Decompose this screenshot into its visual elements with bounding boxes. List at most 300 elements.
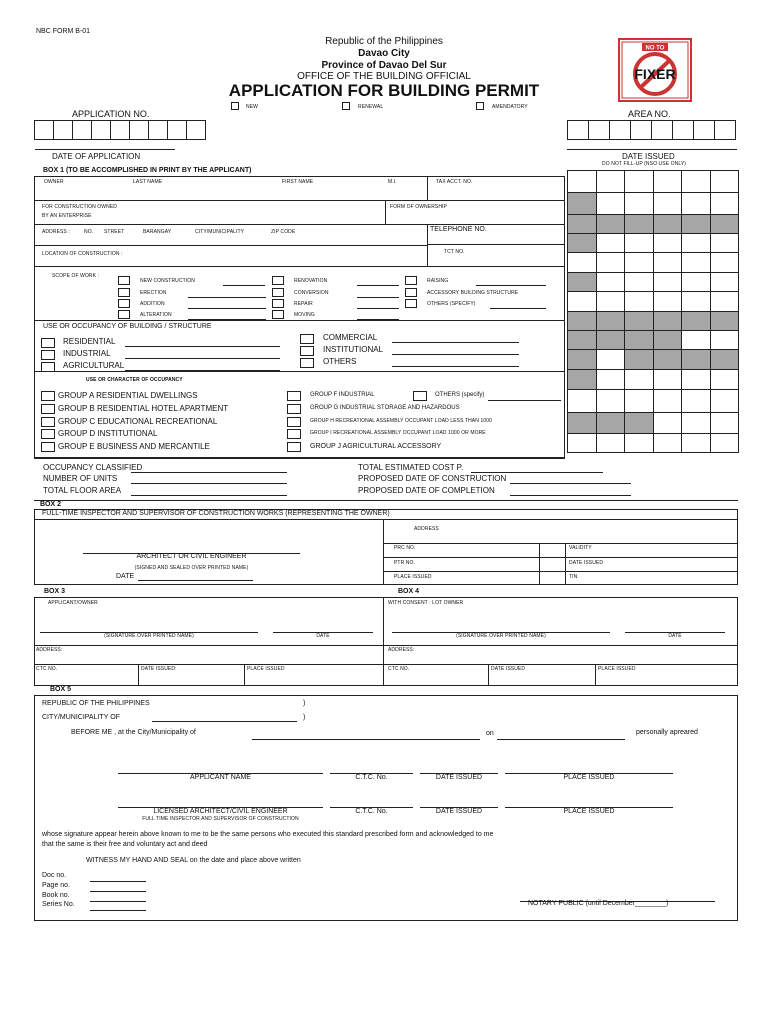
prc-label: PRC NO. bbox=[394, 545, 416, 551]
character-checkbox[interactable] bbox=[287, 442, 301, 452]
nso-grid-cell bbox=[653, 369, 683, 390]
divider bbox=[565, 543, 566, 585]
summary-left-line[interactable] bbox=[131, 472, 287, 473]
nso-grid-cell bbox=[624, 349, 654, 370]
use-checkbox[interactable] bbox=[300, 358, 314, 368]
divider bbox=[34, 519, 738, 520]
application-no-digit-box[interactable] bbox=[129, 120, 149, 140]
area-no-digit-box[interactable] bbox=[693, 120, 715, 140]
divider bbox=[138, 664, 139, 686]
character-option-label: GROUP B RESIDENTIAL HOTEL APARTMENT bbox=[58, 404, 229, 413]
nso-grid-cell bbox=[567, 233, 597, 253]
nso-grid-cell bbox=[567, 214, 597, 234]
nso-grid-cell bbox=[653, 349, 683, 370]
character-checkbox[interactable] bbox=[287, 417, 301, 427]
scope-checkbox[interactable] bbox=[272, 276, 284, 285]
header-city: Davao City bbox=[358, 48, 410, 59]
city-label: CITY/MUNICIPALITY bbox=[195, 229, 245, 235]
nso-grid-cell bbox=[596, 412, 626, 434]
zip-label: ZIP CODE bbox=[271, 229, 296, 235]
nso-grid-cell bbox=[567, 272, 597, 292]
box3-ctc-label: CTC NO. bbox=[36, 666, 58, 672]
scope-specify-line[interactable] bbox=[223, 285, 265, 286]
nso-grid-cell bbox=[710, 389, 740, 413]
nso-grid-cell bbox=[710, 272, 740, 292]
application-no-digit-box[interactable] bbox=[110, 120, 130, 140]
nso-grid-cell bbox=[567, 192, 597, 215]
date-issued-line bbox=[567, 149, 737, 150]
scope-specify-line[interactable] bbox=[188, 319, 266, 320]
box5-place-line[interactable] bbox=[252, 739, 480, 740]
header-republic: Republic of the Philippines bbox=[325, 36, 443, 47]
nso-grid-cell bbox=[681, 412, 711, 434]
use-specify-line[interactable] bbox=[125, 346, 280, 347]
character-option-label: GROUP C EDUCATIONAL RECREATIONAL bbox=[58, 417, 218, 426]
nso-grid-cell bbox=[567, 389, 597, 413]
scope-option-label: MOVING bbox=[294, 312, 315, 318]
nso-grid-cell bbox=[596, 330, 626, 350]
nso-grid-cell bbox=[653, 389, 683, 413]
character-option-label: GROUP J AGRICULTURAL ACCESSORY bbox=[310, 443, 442, 450]
use-specify-line[interactable] bbox=[392, 366, 519, 367]
nso-grid-cell bbox=[681, 192, 711, 215]
box5-before: BEFORE ME , at the City/Municipality of bbox=[71, 729, 196, 736]
nso-grid-cell bbox=[653, 311, 683, 331]
scope-specify-line[interactable] bbox=[188, 308, 266, 309]
telephone-label: TELEPHONE NO. bbox=[430, 226, 487, 233]
others-checkbox[interactable] bbox=[413, 391, 427, 401]
nso-grid-cell bbox=[710, 170, 740, 193]
summary-left-label: TOTAL FLOOR AREA bbox=[43, 486, 122, 495]
box3-title: APPLICANT/OWNER bbox=[48, 600, 98, 606]
scope-specify-line[interactable] bbox=[357, 285, 399, 286]
nso-grid-cell bbox=[681, 214, 711, 234]
divider bbox=[34, 200, 565, 201]
divider bbox=[383, 571, 738, 572]
mi-label: M.I. bbox=[388, 179, 397, 185]
doc-ref-label: Doc no. bbox=[42, 872, 67, 879]
nso-grid-cell bbox=[710, 233, 740, 253]
nso-grid-cell bbox=[567, 412, 597, 434]
nso-grid-cell bbox=[567, 369, 597, 390]
scope-option-label: RAISING bbox=[427, 278, 449, 284]
area-no-digit-box[interactable] bbox=[630, 120, 652, 140]
nso-grid-cell bbox=[624, 412, 654, 434]
scope-checkbox[interactable] bbox=[405, 288, 417, 297]
nso-grid-cell bbox=[653, 252, 683, 273]
amendatory-checkbox[interactable] bbox=[476, 102, 484, 110]
area-no-digit-box[interactable] bbox=[609, 120, 631, 140]
form-of-ownership-label: FORM OF OWNERSHIP bbox=[390, 204, 447, 210]
nso-grid-cell bbox=[596, 192, 626, 215]
new-checkbox[interactable] bbox=[231, 102, 239, 110]
nso-grid-cell bbox=[710, 214, 740, 234]
application-no-digit-box[interactable] bbox=[186, 120, 206, 140]
character-option-label: GROUP F INDUSTRIAL bbox=[310, 392, 375, 398]
box5-date-line[interactable] bbox=[497, 739, 625, 740]
scope-specify-line[interactable] bbox=[357, 297, 399, 298]
nso-grid-cell bbox=[653, 412, 683, 434]
divider bbox=[34, 266, 565, 267]
area-no-digit-box[interactable] bbox=[672, 120, 694, 140]
doc-ref-line[interactable] bbox=[90, 891, 146, 892]
box3-sig-label: (SIGNATURE OVER PRINTED NAME) bbox=[104, 633, 194, 639]
doc-ref-line[interactable] bbox=[90, 910, 146, 911]
barangay-label: BARANGAY bbox=[143, 229, 172, 235]
scope-checkbox[interactable] bbox=[118, 310, 130, 319]
divider bbox=[34, 371, 565, 372]
character-checkbox[interactable] bbox=[287, 391, 301, 401]
summary-right-label: PROPOSED DATE OF CONSTRUCTION bbox=[358, 474, 507, 483]
notary-label: NOTARY PUBLIC (until December________) bbox=[528, 900, 669, 907]
date-issued-label: DATE ISSUED bbox=[622, 152, 675, 161]
box2-header: FULL-TIME INSPECTOR AND SUPERVISOR OF CONSTRUCTION WORKS (REPRESENTING THE OWNER) bbox=[42, 510, 390, 517]
nso-grid-cell bbox=[624, 330, 654, 350]
nso-grid-cell bbox=[624, 170, 654, 193]
paren: ) bbox=[303, 700, 306, 707]
new-label: NEW bbox=[246, 104, 258, 110]
nso-grid-cell bbox=[681, 291, 711, 312]
use-checkbox[interactable] bbox=[41, 362, 55, 372]
application-no-digit-box[interactable] bbox=[91, 120, 111, 140]
logo-text: FIXER bbox=[634, 66, 676, 82]
box4-label: BOX 4 bbox=[398, 588, 420, 595]
nso-grid-cell bbox=[624, 369, 654, 390]
logo-top-text: NO TO bbox=[645, 45, 665, 52]
nso-grid-cell bbox=[624, 291, 654, 312]
scope-checkbox[interactable] bbox=[118, 288, 130, 297]
nso-grid-cell bbox=[596, 291, 626, 312]
nso-grid-cell bbox=[567, 349, 597, 370]
area-no-label: AREA NO. bbox=[628, 109, 671, 119]
use-specify-line[interactable] bbox=[125, 370, 280, 371]
box2-date-line[interactable] bbox=[138, 580, 253, 581]
tin-label: TIN bbox=[569, 574, 578, 580]
tax-acct-label: TAX ACCT. NO. bbox=[436, 179, 473, 185]
character-checkbox[interactable] bbox=[287, 429, 301, 439]
nso-grid-cell bbox=[710, 291, 740, 312]
character-checkbox[interactable] bbox=[41, 442, 55, 452]
nso-grid-cell bbox=[624, 311, 654, 331]
divider bbox=[34, 645, 738, 646]
nso-grid-cell bbox=[596, 369, 626, 390]
others-specify-line[interactable] bbox=[488, 400, 561, 401]
box5-witness: WITNESS MY HAND AND SEAL on the date and place above written bbox=[86, 857, 301, 864]
use-option-label: INDUSTRIAL bbox=[63, 349, 111, 358]
nso-grid-cell bbox=[710, 252, 740, 273]
box3-address-label: ADDRESS: bbox=[36, 647, 63, 653]
oath-field-label: C.T.C. No. bbox=[355, 774, 388, 781]
box5-para2: that the same is their free and voluntary act and deed bbox=[42, 841, 208, 848]
character-option-label: GROUP D INSTITUTIONAL bbox=[58, 429, 158, 438]
scope-checkbox[interactable] bbox=[405, 276, 417, 285]
nso-grid-cell bbox=[681, 330, 711, 350]
use-checkbox[interactable] bbox=[41, 338, 55, 348]
scope-option-label: OTHERS (SPECIFY) bbox=[427, 301, 476, 307]
nso-grid-cell bbox=[596, 349, 626, 370]
area-no-digit-box[interactable] bbox=[651, 120, 673, 140]
divider bbox=[488, 664, 489, 686]
nso-grid-cell bbox=[567, 252, 597, 273]
address-label: ADDRESS : bbox=[42, 229, 70, 235]
use-specify-line[interactable] bbox=[125, 358, 280, 359]
divider bbox=[427, 176, 428, 200]
use-checkbox[interactable] bbox=[300, 334, 314, 344]
nso-grid-cell bbox=[653, 291, 683, 312]
scope-of-work-label: SCOPE OF WORK : bbox=[52, 273, 100, 279]
nso-grid-cell bbox=[681, 272, 711, 292]
divider bbox=[34, 245, 427, 246]
oath-field-label: LICENSED ARCHITECT/CIVIL ENGINEER bbox=[153, 808, 288, 815]
doc-ref-line[interactable] bbox=[90, 881, 146, 882]
nso-grid-cell bbox=[710, 369, 740, 390]
nso-grid-cell bbox=[653, 272, 683, 292]
box3-date-issued-label: DATE ISSUED: bbox=[141, 666, 177, 672]
nso-grid-cell bbox=[681, 433, 711, 453]
others-specify-label: OTHERS (specify) bbox=[435, 392, 485, 398]
area-no-digit-box[interactable] bbox=[567, 120, 589, 140]
nso-grid-cell bbox=[624, 192, 654, 215]
application-no-digit-box[interactable] bbox=[53, 120, 73, 140]
nso-grid-cell bbox=[653, 433, 683, 453]
scope-option-label: REPAIR bbox=[294, 301, 313, 307]
application-no-digit-box[interactable] bbox=[34, 120, 54, 140]
nso-grid-cell bbox=[653, 170, 683, 193]
validity-label: VALIDITY bbox=[569, 545, 592, 551]
nso-grid-cell bbox=[596, 389, 626, 413]
nso-grid-cell bbox=[596, 433, 626, 453]
box4-date-issued-label: DATE ISSUED bbox=[491, 666, 526, 672]
scope-specify-line[interactable] bbox=[357, 319, 399, 320]
use-option-label: OTHERS bbox=[323, 357, 357, 366]
header-office: OFFICE OF THE BUILDING OFFICIAL bbox=[297, 71, 471, 82]
nso-grid-cell bbox=[710, 311, 740, 331]
nso-grid-cell bbox=[624, 252, 654, 273]
character-checkbox[interactable] bbox=[41, 429, 55, 439]
doc-ref-label: Series No. bbox=[42, 901, 75, 908]
form-code: NBC FORM B-01 bbox=[36, 28, 91, 35]
divider bbox=[34, 224, 565, 225]
scope-option-label: ADDITION bbox=[140, 301, 165, 307]
nso-grid-cell bbox=[596, 233, 626, 253]
box5-republic: REPUBLIC OF THE PHILIPPINES bbox=[42, 700, 150, 707]
use-occupancy-label: USE OR OCCUPANCY OF BUILDING / STRUCTURE bbox=[43, 323, 212, 330]
divider bbox=[427, 244, 565, 245]
oath-field-label: PLACE ISSUED bbox=[563, 774, 615, 781]
summary-right-label: TOTAL ESTIMATED COST P. bbox=[358, 463, 464, 472]
nso-grid-cell bbox=[681, 349, 711, 370]
use-specify-line[interactable] bbox=[392, 354, 519, 355]
scope-option-label: CONVERSION bbox=[294, 290, 329, 296]
street-label: STREET bbox=[104, 229, 125, 235]
nso-grid-cell bbox=[681, 369, 711, 390]
box5-on: on bbox=[486, 730, 494, 737]
first-name-label: FIRST NAME bbox=[282, 179, 314, 185]
scope-specify-line[interactable] bbox=[490, 308, 546, 309]
scope-checkbox[interactable] bbox=[405, 299, 417, 308]
nso-grid-cell bbox=[567, 330, 597, 350]
character-option-label: GROUP G INDUSTRIAL STORAGE AND HAZARDOUS bbox=[310, 405, 460, 411]
divider bbox=[385, 200, 386, 224]
scope-checkbox[interactable] bbox=[272, 299, 284, 308]
use-checkbox[interactable] bbox=[41, 350, 55, 360]
oath-field-label: APPLICANT NAME bbox=[190, 774, 251, 781]
scope-checkbox[interactable] bbox=[272, 288, 284, 297]
area-no-digit-box[interactable] bbox=[714, 120, 736, 140]
box2-date-label: DATE bbox=[116, 573, 135, 580]
box2-address-label: ADDRESS bbox=[414, 526, 439, 532]
oath-field-label: PLACE ISSUED bbox=[563, 808, 615, 815]
summary-left-label: NUMBER OF UNITS bbox=[43, 474, 118, 483]
ptr-label: PTR NO. bbox=[394, 560, 415, 566]
nso-grid-cell bbox=[596, 252, 626, 273]
divider bbox=[34, 320, 565, 321]
character-checkbox[interactable] bbox=[41, 391, 55, 401]
nso-grid-cell bbox=[710, 412, 740, 434]
nso-grid-cell bbox=[567, 311, 597, 331]
summary-left-line[interactable] bbox=[131, 483, 287, 484]
scope-specify-line[interactable] bbox=[476, 285, 546, 286]
oath-field-label: DATE ISSUED bbox=[435, 774, 483, 781]
location-label: LOCATION OF CONSTRUCTION : bbox=[42, 251, 123, 257]
summary-right-line[interactable] bbox=[471, 472, 603, 473]
scope-option-label: RENOVATION bbox=[294, 278, 328, 284]
nso-grid-cell bbox=[567, 170, 597, 193]
summary-right-label: PROPOSED DATE OF COMPLETION bbox=[358, 486, 495, 495]
box5-para1: whose signature appear herein above known to me to be the same persons who executed this standard prescribed form and acknowledged to me bbox=[42, 831, 494, 838]
nso-grid-cell bbox=[624, 233, 654, 253]
nso-grid-cell bbox=[653, 233, 683, 253]
nso-grid-cell bbox=[596, 272, 626, 292]
nso-grid-cell bbox=[653, 214, 683, 234]
box4-sig-label: (SIGNATURE OVER PRINTED NAME) bbox=[456, 633, 546, 639]
summary-right-line[interactable] bbox=[510, 495, 631, 496]
application-no-digit-box[interactable] bbox=[72, 120, 92, 140]
divider bbox=[244, 664, 245, 686]
box5-appeared: personally apreared bbox=[636, 729, 698, 736]
scope-option-label: ACCESSORY BUILDING STRUCTURE bbox=[427, 290, 519, 296]
oath-field-label: DATE ISSUED bbox=[435, 808, 483, 815]
box2-label: BOX 2 bbox=[40, 501, 62, 508]
nso-grid-cell bbox=[710, 349, 740, 370]
box5-city: CITY/MUNICIPALITY OF bbox=[42, 714, 120, 721]
scope-option-label: NEW CONSTRUCTION bbox=[140, 278, 195, 284]
character-label: USE OR CHARACTER OF OCCUPANCY bbox=[86, 377, 183, 383]
scope-checkbox[interactable] bbox=[118, 276, 130, 285]
doc-ref-line[interactable] bbox=[90, 901, 146, 902]
place-issued-label: PLACE ISSUED bbox=[394, 574, 432, 580]
nso-grid-cell bbox=[624, 389, 654, 413]
application-no-digit-box[interactable] bbox=[167, 120, 187, 140]
divider bbox=[539, 543, 540, 585]
renewal-label: RENEWAL bbox=[358, 104, 384, 110]
box4-title: WITH CONSENT : LOT OWNER bbox=[388, 600, 464, 606]
box5-city-line[interactable] bbox=[152, 721, 297, 722]
nso-grid-cell bbox=[681, 170, 711, 193]
scope-specify-line[interactable] bbox=[357, 308, 399, 309]
divider bbox=[383, 543, 738, 544]
nso-grid-cell bbox=[681, 389, 711, 413]
use-specify-line[interactable] bbox=[392, 342, 519, 343]
architect-label: ARCHITECT OR CIVIL ENGINEER bbox=[136, 553, 247, 560]
nso-grid-cell bbox=[596, 311, 626, 331]
box3-place-label: PLACE ISSUED bbox=[247, 666, 285, 672]
date-of-application-label: DATE OF APPLICATION bbox=[52, 152, 141, 161]
nso-grid-cell bbox=[596, 214, 626, 234]
box4-place-label: PLACE ISSUED bbox=[598, 666, 636, 672]
header-province: Province of Davao Del Sur bbox=[321, 60, 447, 71]
date-of-application-line bbox=[35, 149, 175, 150]
last-name-label: LAST NAME bbox=[133, 179, 163, 185]
scope-checkbox[interactable] bbox=[118, 299, 130, 308]
page-title: APPLICATION FOR BUILDING PERMIT bbox=[228, 81, 540, 100]
scope-specify-line[interactable] bbox=[188, 297, 266, 298]
nso-grid-cell bbox=[681, 233, 711, 253]
divider bbox=[34, 500, 738, 501]
renewal-checkbox[interactable] bbox=[342, 102, 350, 110]
summary-left-line[interactable] bbox=[131, 495, 287, 496]
box4-ctc-label: CTC NO. bbox=[388, 666, 410, 672]
character-checkbox[interactable] bbox=[287, 404, 301, 414]
doc-ref-label: Page no. bbox=[42, 882, 71, 889]
application-no-label: APPLICATION NO. bbox=[72, 109, 150, 119]
divider bbox=[383, 557, 738, 558]
tct-label: TCT NO. bbox=[444, 249, 465, 255]
nso-grid-cell bbox=[653, 330, 683, 350]
scope-option-label: ALTERATION bbox=[140, 312, 172, 318]
use-option-label: RESIDENTIAL bbox=[63, 337, 116, 346]
nso-grid-cell bbox=[681, 252, 711, 273]
divider bbox=[383, 597, 384, 686]
nso-grid-cell bbox=[624, 433, 654, 453]
use-checkbox[interactable] bbox=[300, 346, 314, 356]
nso-grid-cell bbox=[567, 433, 597, 453]
character-checkbox[interactable] bbox=[41, 417, 55, 427]
character-option-label: GROUP H RECREATIONAL ASSEMBLY OCCUPANT LOAD LESS THAN 1000 bbox=[310, 418, 492, 424]
nso-grid-cell bbox=[653, 192, 683, 215]
nso-grid-cell bbox=[710, 192, 740, 215]
scope-checkbox[interactable] bbox=[272, 310, 284, 319]
character-option-label: GROUP E BUSINESS AND MERCANTILE bbox=[58, 442, 210, 451]
signed-sealed-label: (SIGNED AND SEALED OVER PRINTED NAME) bbox=[134, 565, 249, 571]
box34-frame bbox=[34, 597, 738, 686]
box2-frame bbox=[34, 509, 738, 585]
character-checkbox[interactable] bbox=[41, 404, 55, 414]
use-option-label: INSTITUTIONAL bbox=[323, 345, 384, 354]
address-no-label: NO. bbox=[84, 229, 94, 235]
nso-grid-cell bbox=[624, 214, 654, 234]
use-option-label: AGRICULTURAL bbox=[63, 361, 125, 370]
nso-grid-cell bbox=[681, 311, 711, 331]
character-option-label: GROUP I RECREATIONAL ASSEMBLY OCCUPANT LOAD 1000 OR MORE bbox=[310, 430, 486, 436]
divider bbox=[34, 664, 738, 665]
box4-address-label: ADDRESS: bbox=[388, 647, 415, 653]
area-no-digit-box[interactable] bbox=[588, 120, 610, 140]
divider bbox=[383, 519, 384, 585]
summary-right-line[interactable] bbox=[510, 483, 631, 484]
box2-date-issued-label: DATE ISSUED bbox=[569, 560, 604, 566]
character-option-label: GROUP A RESIDENTIAL DWELLINGS bbox=[58, 391, 198, 400]
enterprise-label-2: BY AN ENTERPRISE bbox=[42, 213, 92, 219]
row2-sub-label: FULL TIME INSPECTOR AND SUPERVISOR OF CONSTRUCTION bbox=[142, 816, 299, 822]
enterprise-label-1: FOR CONSTRUCTION OWNED bbox=[42, 204, 117, 210]
application-no-digit-box[interactable] bbox=[148, 120, 168, 140]
oath-field-label: C.T.C. No. bbox=[355, 808, 388, 815]
box3-label: BOX 3 bbox=[44, 588, 66, 595]
divider bbox=[34, 458, 565, 459]
nso-grid-cell bbox=[710, 433, 740, 453]
scope-option-label: ERECTION bbox=[140, 290, 167, 296]
